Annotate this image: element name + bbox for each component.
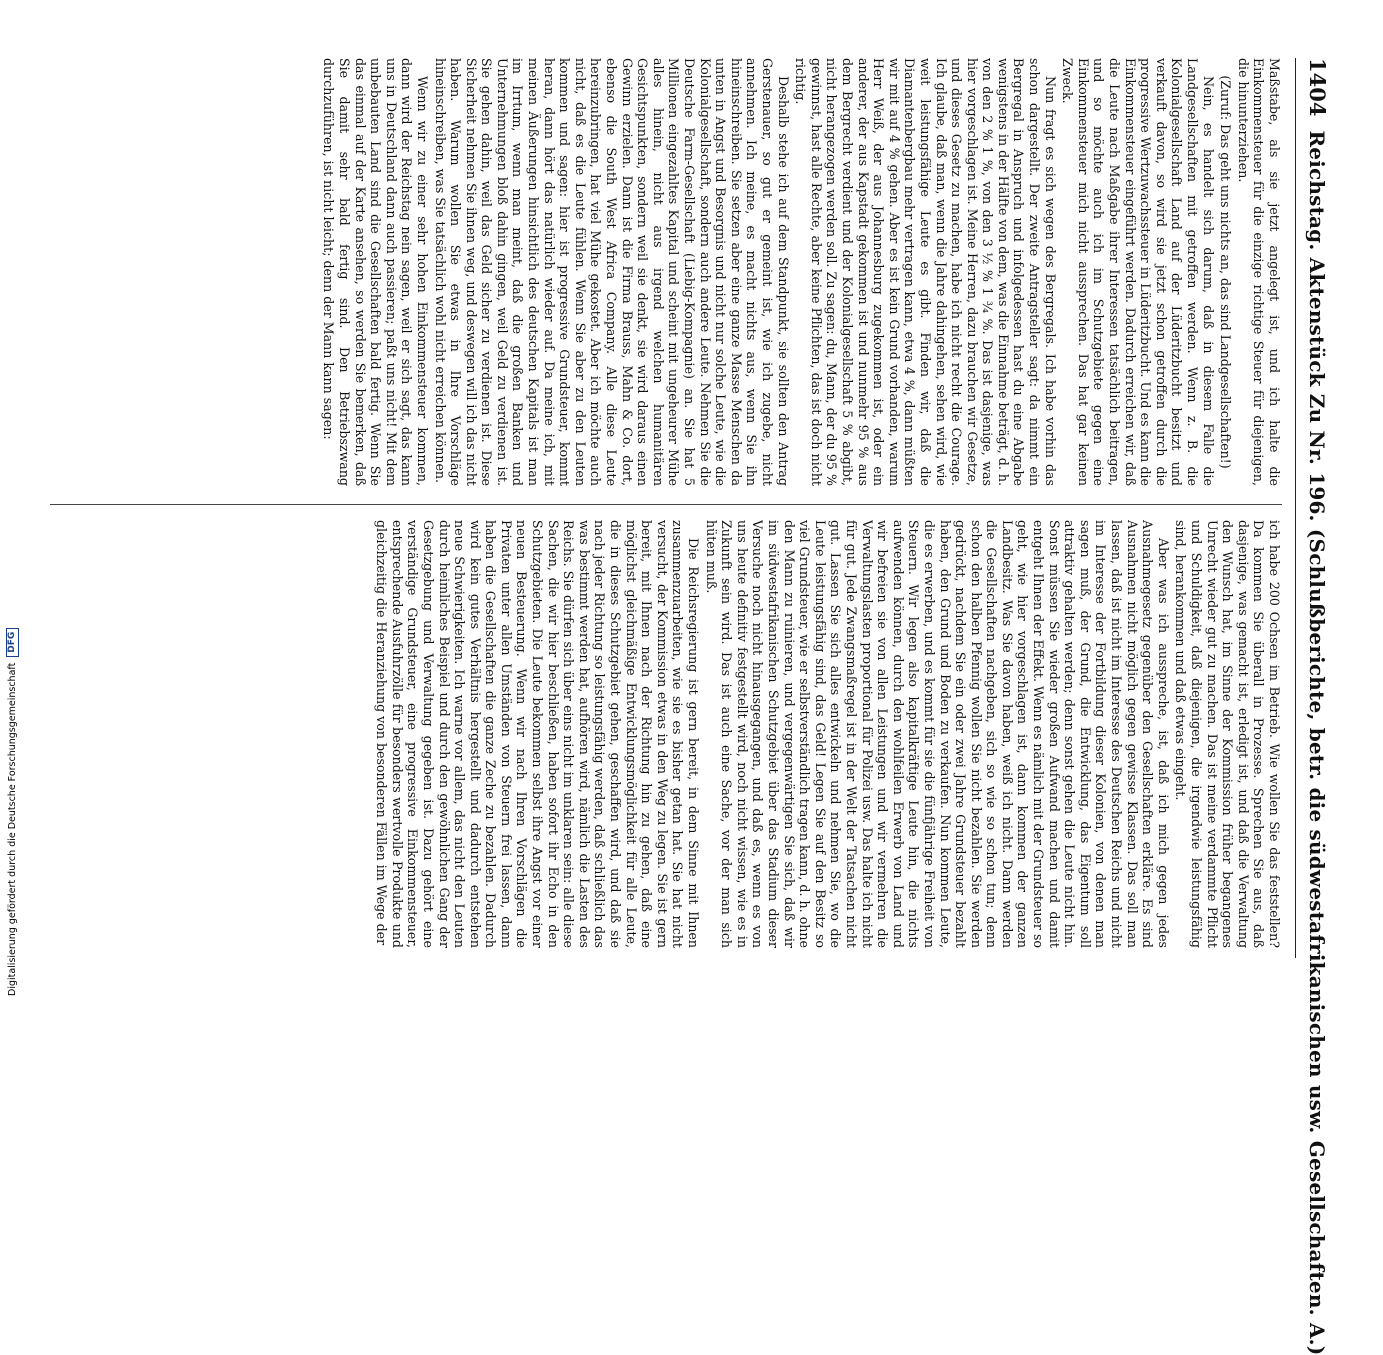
rotated-document-page bbox=[40, 58, 1330, 1355]
digitization-credit bbox=[6, 628, 19, 996]
paragraph: Deshalb stehe ich auf dem Standpunkt, sie sollten den Antrag Gerstenauer, so gut er gemeint ist, wie ich zugebe, nicht annehmen. Ich meine, es macht nichts aus, wenn Sie ihn hineinschreiben. Sie setzen aber eine ganze Masse Menschen da unten in Angst und Besorgnis und nicht nur solche Leute, wie die Kolonialgesellschaft, sondern auch andere Leute. Nehmen Sie die Deutsche Farm-Gesellschaft (Liebig-Kompagnie) an. Sie hat 5 Millionen eingezahltes Kapital und scheint mit ungeheurer Mühe alles hinein, nicht aus irgend welchen humanitären Gesichtspunkten, sondern weil sie denkt, sie wird daraus einen Gewinn erzielen. Dann ist die Firma Brauss, Mahn & Co. dort, ebenso die South West Africa Company. Alle diese Leute hereinzubringen, hat viel Mühe gekostet. Aber ich möchte auch nicht, daß es die Leute fühlen. Wenn Sie aber zu den Leuten kommen und sagen: hier ist progressive Grundsteuer, kommt heran, dann hört das natürlich wieder auf. Da meine ich, mit meinen Äußerungen hinsichtlich des deutschen Kapitals ist man im Irrtum, wenn man meint, daß die großen Banken und Unternehmungen bloß dahin gingen, weil Geld zu verdienen ist. Sie gehen dahin, weil das Geld sicher zu verdienen ist. Diese Sicherheit nehmen Sie ihnen weg, und deswegen will ich das nicht haben. Warum wollen Sie etwas in Ihre Vorschläge hineinschreiben, was Sie tatsächlich wohl nicht erreichen können. bbox=[432, 58, 791, 486]
dfg-logo-icon: DFG bbox=[6, 628, 19, 657]
right-text-column bbox=[50, 520, 1282, 948]
page-number: 1404 bbox=[1305, 58, 1330, 117]
paragraph: Wenn wir zu einer sehr hohen Einkommensteuer kommen, dann wird der Reichstag nein sagen, weil er sich sagt, das kann uns in Deutschland dann auch passieren; paßt uns nicht! Mit dem unbebauten Land sind die Gesellschaften bald fertig. Wenn Sie das einmal auf der Karte ansehen, so werden Sie bemerken, daß Sie damit sehr bald fertig sind. Den Betriebszwang durchzuführen, ist nicht leicht; denn der Mann kann sagen: bbox=[321, 58, 430, 486]
running-title: Reichstag. Aktenstück Zu Nr. 196. (Schlußberichte, betr. die südwestafrikanischen usw. Gesellschaften. A.) bbox=[1305, 130, 1329, 1355]
left-text-column bbox=[50, 58, 1282, 486]
column-divider bbox=[50, 504, 1282, 505]
paragraph: Aber was ich ausspreche, ist, daß ich mich gegen jedes Ausnahmegesetz gegenüber den Gesellschaften erkläre. Es sind Ausnahmen nicht möglich gegen gewisse Klassen. Das soll man lassen, daß ist nicht im Interesse des Deutschen Reichs und nicht im Interesse der Fortbildung dieser Kolonien, von denen man sagen muß, der Grund, die Entwicklung, das Eigentum soll attraktiv gehalten werden; denn sonst gehen die Leute nicht hin. Sonst müssen Sie wieder großen Aufwand machen und damit entgeht Ihnen der Effekt. Wenn es nämlich mit der Grundsteuer so geht, wie hier vorgeschlagen ist, dann kommen der ganzen Landbesitz. Was Sie davon haben, weiß ich nicht. Dann werden die Gesellschaften nachgeben, sich so wie so schon tun; denn schon den halben Pfennig wollen Sie nicht bezahlen. Sie werden gedrückt, nachdem Sie ein oder zwei Jahre Grundsteuer bezahlt haben, den Grund und Boden zu verkaufen. Nun kommen Leute, die es erwerben, und es kommt für sie die fünfjährige Freiheit von Steuern. Wir legen also kapitalkräftige Leute hin, die nichts aufwenden können, durch den wohlfeilen Erwerb von Land und wir befreien sie von allen Leistungen und wir vermehren die Verwaltungslasten proportional für Polizei usw. Das halte ich nicht für gut. Jede Zwangsmaßregel ist in der Welt der Tatsachen nicht gut. Lassen Sie sich alles entwickeln und nehmen Sie, wo die Leute leistungsfähig sind, das Geld! Legen Sie auf den Besitz so viel Grundsteuer, wie er selbstverständlich tragen kann, d. h. ohne den Mann zu ruinieren, und vergegenwärtigen Sie sich, daß wir im südwestafrikanischen Schutzgebiet über das Stadium dieser Versuche noch nicht hinausgegangen, und daß es, wenn es von uns heute definitiv festgestellt wird, noch nicht wissen, wie es in Zukunft sein wird. Das ist auch eine Sache, vor der man sich hüten muß. bbox=[703, 520, 1171, 948]
credit-text: Digitalisierung gefördert durch die Deutsche Forschungsgemeinschaft bbox=[7, 662, 18, 996]
paragraph: Maßstabe, als sie jetzt angelegt ist, und ich halte die Einkommensteuer für die einzige richtige Steuer für diejenigen, die hinunterziehen. bbox=[1235, 58, 1282, 486]
paragraph: Nein, es handelt sich darum, daß in diesem Falle die Landgesellschaften mit getroffen werden. Wenn z. B. die Kolonialgesellschaft Land auf der Lüderitzbucht besitzt und verkauft davon, so wird sie jetzt schon getroffen durch die progressive Wertzuwachssteuer in Lüderitzbucht. Und es kann die Einkommensteuer eingeführt werden. Dadurch erreichen wir, daß die Leute nach Maßgabe ihrer Interessen tatsächlich beitragen, und so möchte auch ich im Schutzgebiete gegen eine Einkommensteuer mich nicht aussprechen. Das hat gar keinen Zweck. bbox=[1060, 58, 1216, 486]
paragraph: Nun fragt es sich wegen des Bergregals. Ich habe vorhin das schon dargestellt. Der zweite Antragsteller sagt: da nimmt ein Bergregal in Anspruch und infolgedessen hast du eine Abgabe wenigstens in der Hälfte von dem, was die Einnahme beträgt, d. h. von den 2 % 1 %, von den 3 ½ % 1 ¾ %. Das ist dasjenige, was hier vorgeschlagen ist. Meine Herren, dazu brauchen wir Gesetze, und dieses Gesetz zu machen, habe ich nicht recht die Courage. Ich glaube, daß man, wenn die Jahre dahingehen, sehen wird, wie weit leistungsfähige Leute es gibt. Finden wir, daß die Diamantenbergbau mehr vertragen kann, etwa 4 %, dann müßten wir mit auf 4 % gehen. Aber es ist kein Grund vorhanden, warum Herr Weiß, der aus Johannesburg zugekommen ist, oder ein anderer, der aus Kapstadt gekommen ist und nunmehr 95 % aus dem Bergrecht verdient und der Kolonialgesellschaft 5 % abgibt, nicht herangezogen werden soll. Zu sagen: du, Mann, der du 95 % gewinnst, hast alle Rechte, aber keine Pflichten, das ist doch nicht richtig. bbox=[793, 58, 1058, 486]
page-header bbox=[1295, 58, 1330, 1355]
paragraph: Die Reichsregierung ist gern bereit, in dem Sinne mit Ihnen zusammenzuarbeiten, wie sie es bisher getan hat. Sie hat nicht versucht, der Kommission etwas in den Weg zu legen. Sie ist gern bereit, mit Ihnen nach der Richtung hin zu gehen, daß eine möglichst gleichmäßige Entwicklungsmöglichkeit für alle Leute, die in dieses Schutzgebiet gehen, geschaffen wird, und daß sie nach jeder Richtung so leistungsfähig werden, daß schließlich das was bestimmt werden hat, aufhören wird, nämlich die Lasten des Reichs. Sie dürfen sich über eins nicht im unklaren sein: alle diese Sachen, die wir hier beschließen, haben sofort ihr Echo in den Schutzgebieten. Die Leute bekommen selbst ihre Angst vor einer neuen Besteuerung. Wenn wir nach Ihren Vorschlägen die Privaten unter allen Umständen von Steuern frei lassen, dann haben die Gesellschaften die ganze Zeche zu bezahlen. Dadurch wird kein gutes Verhältnis hergestellt und dadurch entstehen neue Schwierigkeiten. Ich warne vor allem, das nicht den Leuten durch heimliches Beispiel und durch den gewöhnlichen Gang der Gesetzgebung und Verwaltung gegeben ist. Dazu gehört eine verständige Grundsteuer, eine progressive Einkommensteuer, entsprechende Ausfuhrzölle für besonders wertvolle Produkte und gleichzeitig die Heranziehung von besonderen Fällen im Wege der bbox=[374, 520, 702, 948]
paragraph: ich habe 200 Ochsen im Betrieb. Wie wollen Sie das feststellen? Da kommen Sie überall in Prozesse. Sprechen Sie aus, daß dasjenige, was gemacht ist, erledigt ist, und daß die Verwaltung den Wunsch hat, im Sinne der Kommission früher begangenes Unrecht wieder gut zu machen. Das ist meine verdammte Pflicht und Schuldigkeit, daß diejenigen, die irgendwie leistungsfähig sind, herankommen und daß etwas eingeht. bbox=[1173, 520, 1282, 948]
interjection: (Zuruf: Das geht uns nichts an, das sind Landgesellschaften!) bbox=[1218, 75, 1234, 469]
